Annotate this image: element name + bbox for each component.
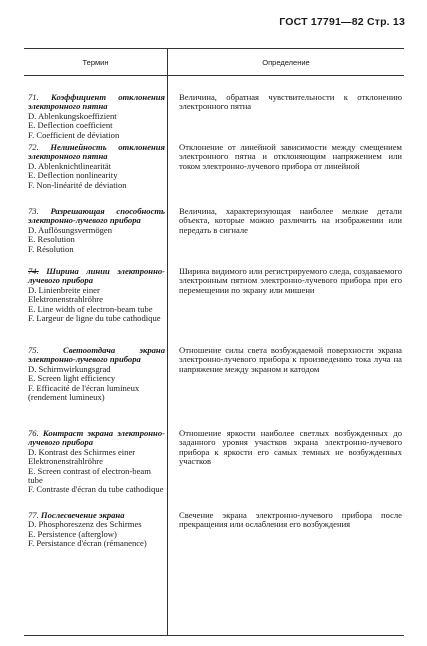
term-french: F. Persistance d'écran (rémanence): [28, 538, 147, 549]
term-russian: 72. Нелинейность отклонения электронного пятна: [28, 142, 165, 162]
column-divider: [167, 49, 168, 635]
term-cell: [24, 143, 167, 190]
terms-table: [24, 48, 404, 636]
term-french: F. Contraste d'écran du tube cathodique: [28, 484, 164, 495]
term-german: D. Auflösungsvermögen: [28, 224, 113, 235]
term-german: D. Schirmwirkungsgrad: [28, 363, 111, 374]
term-english: E. Deflection coefficient: [28, 120, 113, 131]
definition-cell: Свечение экрана электронно-лучевого прибора после прекращения или ослабления его возбуждения: [179, 510, 402, 530]
definition-cell: Отклонение от линейной зависимости между смещением электронного пятна и отклоняющим напряжением или током электронно-лучевого прибора от линейной: [179, 142, 402, 171]
term-russian: 74. Ширина линии электронно-лучевого прибора: [28, 266, 166, 286]
term-french: F. Efficacité de l'écran lumineux (rendement lumineux): [28, 382, 140, 403]
term-french: F. Résolution: [28, 243, 74, 254]
definition-cell: Ширина видимого или регистрируемого следа, создаваемого электронным пятном электронно-лучевого прибора при его перемещении по экрану или мишени: [179, 266, 402, 295]
term-cell: [24, 346, 167, 402]
term-german: D. Ablenkungskoeffizient: [28, 110, 117, 121]
term-english: E. Screen contrast of electron-beam tube: [28, 465, 151, 486]
definition-cell: Величина, характеризующая наиболее мелкие детали объекта, которые можно различить на изображении или передать в сигнале: [179, 206, 402, 235]
term-german: D. Kontrast des Schirmes einer Elektronenstrahlröhre: [28, 446, 136, 467]
term-german: D. Linienbreite einer Elektronenstrahlröhre: [28, 284, 103, 305]
term-french: F. Coefficient de déviation: [28, 129, 120, 140]
term-german: D. Ablenknichtlinearität: [28, 160, 112, 171]
term-french: F. Non-linéarité de déviation: [28, 179, 127, 190]
definition-cell: Отношение яркости наиболее светлых возбужденных до заданного уровня участков экрана электронно-лучевого прибора к яркости его самых темных не возбужденных участков: [179, 428, 402, 467]
term-cell: [24, 511, 167, 549]
page-header: ГОСТ 17791—82 Стр. 13: [279, 16, 405, 28]
term-russian: 71. Коэффициент отклонения электронного пятна: [28, 92, 165, 112]
term-english: E. Deflection nonlinearity: [28, 170, 118, 181]
term-english: E. Persistence (afterglow): [28, 528, 117, 539]
definition-cell: Величина, обратная чувствительности к отклонению электронного пятна: [179, 92, 402, 112]
term-french: F. Largeur de ligne du tube cathodique: [28, 313, 161, 324]
term-english: E. Resolution: [28, 234, 75, 245]
term-cell: [24, 207, 167, 254]
header-definition: Определение: [262, 58, 310, 67]
table-header: [24, 49, 404, 76]
term-cell: [24, 429, 167, 495]
term-russian: 75. Светоотдача экрана электронно-лучевого прибора: [28, 345, 165, 365]
term-cell: [24, 93, 167, 140]
term-german: D. Phosphoreszenz des Schirmes: [28, 519, 142, 530]
term-english: E. Line width of electron-beam tube: [28, 303, 153, 314]
term-cell: [24, 267, 167, 323]
definition-cell: Отношение силы света возбуждаемой поверхности экрана электронно-лучевого прибора к произведению тока луча на напряжение между экраном и катодом: [179, 345, 402, 374]
term-russian: 77. Послесвечение экрана: [28, 510, 125, 520]
term-russian: 76. Контраст экрана электронно-лучевого прибора: [28, 428, 165, 448]
term-russian: 73. Разрешающая способность электронно-лучевого прибора: [28, 206, 165, 226]
term-english: E. Screen light efficiency: [28, 373, 116, 384]
header-term: Термин: [82, 58, 109, 67]
